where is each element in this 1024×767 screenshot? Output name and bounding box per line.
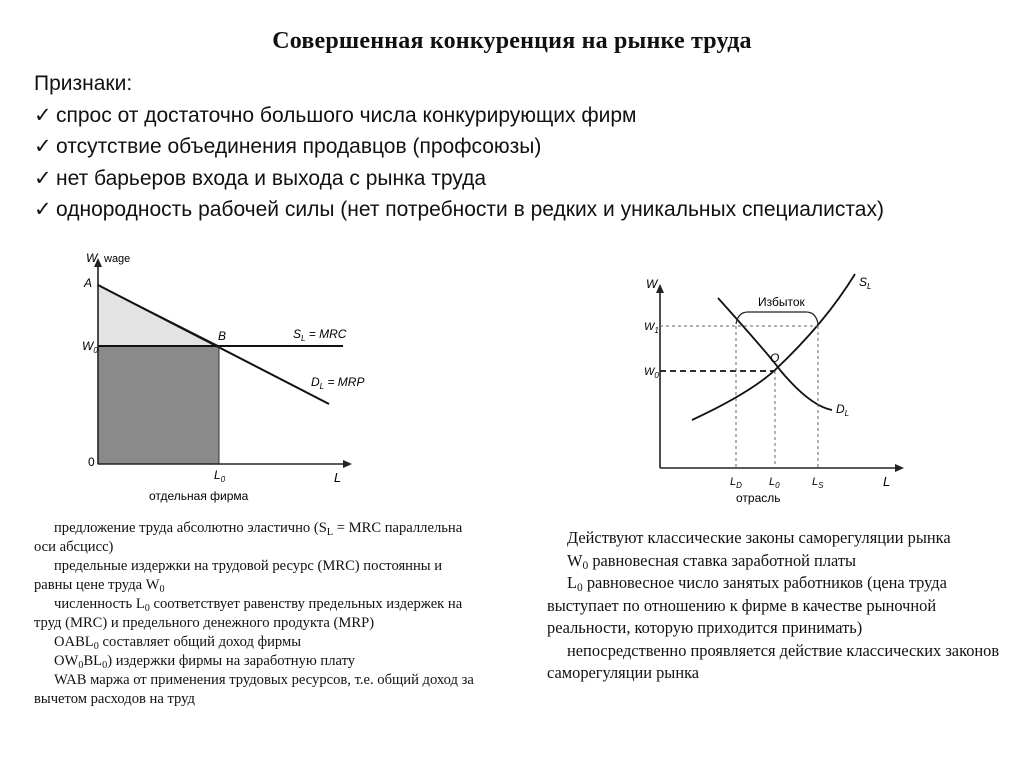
surplus-label: Избыток <box>758 295 805 309</box>
point-b-label: B <box>218 329 227 343</box>
firm-chart-caption: отдельная фирма <box>149 489 249 503</box>
industry-notes <box>547 527 1002 685</box>
point-o-label: O <box>770 351 780 365</box>
surplus-bracket <box>736 312 818 324</box>
note-paragraph: $L_0$ равновесное число занятых работников (цена труда выступает по отношению к фирме в качестве рыночной реальности, которую приходится принимать) <box>547 573 947 637</box>
check-icon: ✓ <box>34 135 52 158</box>
wage-cost-area <box>98 346 219 464</box>
note-paragraph: WAB маржа от применения трудовых ресурсов, т.е. общий доход за вычетом расходов на труд <box>34 672 474 707</box>
demand-label: $D_L$ <box>836 402 850 418</box>
check-icon: ✓ <box>34 166 52 190</box>
supply-label: $S_L$ = MRC <box>293 327 347 343</box>
l0-label: $L_0$ <box>769 476 780 490</box>
slide-title: Совершенная конкуренция на рынке труда <box>272 28 752 54</box>
note-paragraph: $OW_0BL_0$) издержки фирмы на заработную плату <box>54 653 356 671</box>
y-axis-label: W <box>646 277 658 291</box>
check-icon: ✓ <box>34 198 52 221</box>
features-list <box>34 68 994 226</box>
w0-label: $W_0$ <box>644 366 659 380</box>
demand-label: $D_L$ = MRP <box>311 375 365 391</box>
feature-item: ✓ отсутствие объединения продавцов (профсоюзы) <box>34 131 994 163</box>
point-a-label: A <box>84 276 93 290</box>
industry-chart-caption: отрасль <box>736 491 781 505</box>
industry-chart <box>640 268 910 513</box>
y-axis-extra-label: wage <box>104 253 131 265</box>
check-icon: ✓ <box>34 103 52 127</box>
l0-label: $L_0$ <box>214 468 226 484</box>
note-paragraph: Действуют классические законы саморегуляции рынка <box>567 528 951 547</box>
note-paragraph: предложение труда абсолютно эластично ($S_L$ = MRC параллельна оси абсцисс) <box>34 520 463 555</box>
note-paragraph: непосредственно проявляется действие классических законов саморегуляции рынка <box>547 640 1000 682</box>
feature-item: ✓ спрос от достаточно большого числа конкурирующих фирм <box>34 100 994 132</box>
firm-notes <box>34 519 479 709</box>
features-heading: Признаки: <box>34 72 133 95</box>
ls-label: $L_S$ <box>812 476 824 490</box>
supply-label: $S_L$ <box>859 275 872 291</box>
x-axis-arrow <box>895 464 904 472</box>
w0-label: $W_0$ <box>82 339 98 355</box>
x-axis-label: L <box>334 470 342 485</box>
note-paragraph: предельные издержки на трудовой ресурс (MRC) постоянны и равны цене труда $W_0$ <box>34 558 443 595</box>
ld-label: $L_D$ <box>730 476 742 490</box>
firm-chart <box>78 250 378 505</box>
origin-label: 0 <box>88 455 95 469</box>
feature-item: ✓ однородность рабочей силы (нет потребности в редких и уникальных специалистах) <box>34 194 994 226</box>
x-axis-arrow <box>343 460 352 468</box>
w1-label: $W_1$ <box>644 321 659 335</box>
note-paragraph: $W_0$ равновесная ставка заработной платы <box>567 550 857 572</box>
feature-item: ✓ нет барьеров входа и выхода с рынка труда <box>34 163 994 195</box>
note-paragraph: численность $L_0$ соответствует равенству предельных издержек на труд (MRC) и предельного денежного продукта (MRP) <box>34 596 463 631</box>
note-paragraph: $OABL_0$ составляет общий доход фирмы <box>54 634 301 652</box>
y-axis-label: W <box>86 251 98 265</box>
x-axis-label: L <box>883 474 891 489</box>
